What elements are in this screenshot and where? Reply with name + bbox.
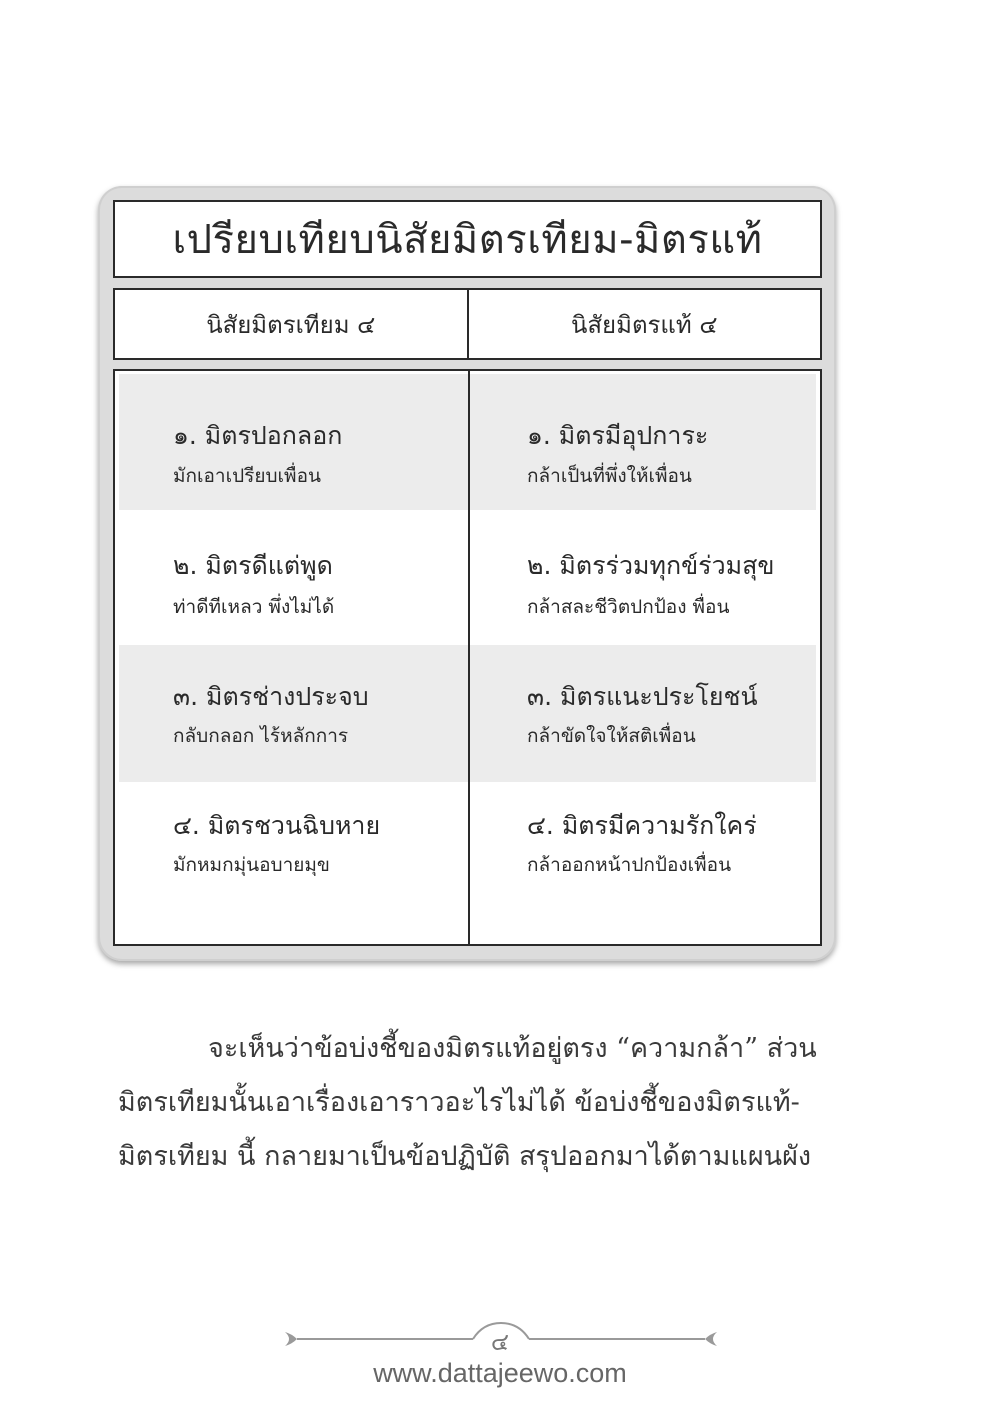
right-cell: [474, 782, 819, 942]
right-cell: [474, 510, 819, 645]
body-paragraph: [118, 1022, 834, 1192]
left-title: ๔. มิตรชวนฉิบหาย: [173, 811, 381, 840]
right-subtitle: กล้าออกหน้าปกป้องเพื่อน: [527, 854, 732, 876]
left-cell: [119, 374, 464, 510]
header-left: [115, 290, 469, 358]
right-cell: [474, 374, 819, 510]
paragraph-line: มิตรเทียม นี้ กลายมาเป็นข้อปฏิบัติ สรุปออกมาได้ตามแผนผัง: [118, 1141, 812, 1172]
column-divider: [468, 371, 470, 944]
left-title: ๓. มิตรช่างประจบ: [173, 682, 369, 711]
header-right: [469, 290, 821, 358]
right-cell: [474, 645, 819, 782]
page-number: ๔: [490, 1328, 510, 1356]
left-subtitle: มักหมกมุ่นอบายมุข: [173, 854, 330, 876]
left-subtitle: มักเอาเปรียบเพื่อน: [173, 465, 321, 487]
right-title: ๑. มิตรมีอุปการะ: [527, 421, 709, 450]
footer-url: www.dattajeewo.com: [373, 1358, 627, 1388]
left-cell: [119, 645, 464, 782]
left-subtitle: กลับกลอก ไร้หลักการ: [173, 725, 349, 747]
left-title: ๑. มิตรปอกลอก: [173, 421, 343, 450]
table-title-box: [113, 200, 822, 278]
paragraph-line: จะเห็นว่าข้อบ่งชี้ของมิตรแท้อยู่ตรง “ความกล้า” ส่วน: [208, 1033, 817, 1064]
right-subtitle: กล้าสละชีวิตปกป้อง พื่อน: [527, 596, 730, 618]
header-left-label: นิสัยมิตรเทียม ๔: [206, 310, 376, 339]
right-subtitle: กล้าขัดใจให้สติเพื่อน: [527, 725, 696, 747]
left-subtitle: ท่าดีทีเหลว พึ่งไม่ได้: [173, 596, 335, 618]
right-title: ๓. มิตรแนะประโยชน์: [527, 682, 758, 711]
left-title: ๒. มิตรดีแต่พูด: [173, 551, 333, 580]
paragraph-line: มิตรเทียมนั้นเอาเรื่องเอาราวอะไรไม่ได้ ข้อบ่งชี้ของมิตรแท้-: [118, 1087, 800, 1118]
right-subtitle: กล้าเป็นที่พึ่งให้เพื่อน: [527, 465, 692, 487]
right-title: ๔. มิตรมีความรักใคร่: [527, 811, 757, 840]
header-right-label: นิสัยมิตรแท้ ๔: [571, 310, 718, 339]
left-cell: [119, 510, 464, 645]
table-header: [113, 288, 822, 360]
right-title: ๒. มิตรร่วมทุกข์ร่วมสุข: [527, 551, 775, 580]
left-cell: [119, 782, 464, 942]
table-title: เปรียบเทียบนิสัยมิตรเทียม-มิตรแท้: [172, 217, 763, 263]
table-body: [113, 369, 822, 946]
